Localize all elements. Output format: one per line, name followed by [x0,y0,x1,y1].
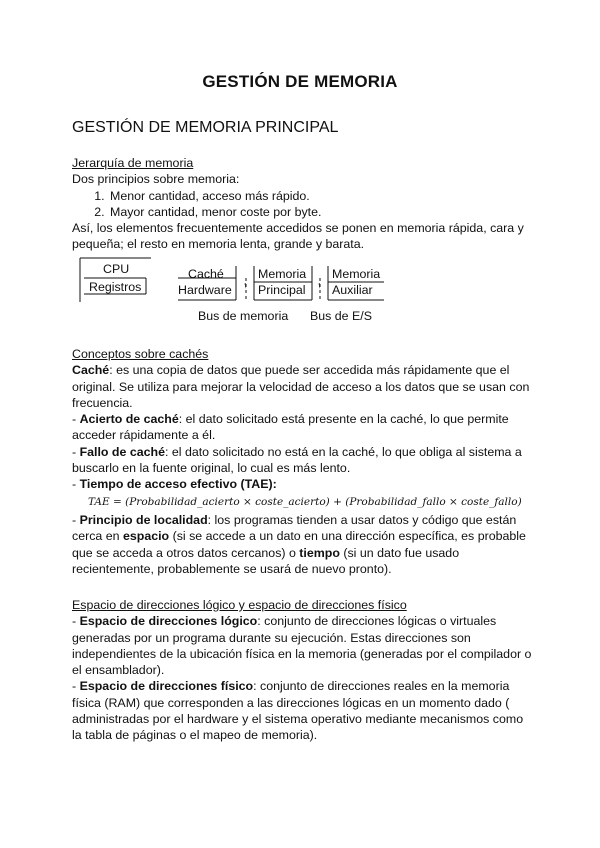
localidad-text-3: (si un dato fue usado recientemente, probablemente se usará de nuevo pronto). [72,545,460,576]
jerarquia-paragraph: Así, los elementos frecuentemente accedidos se ponen en memoria rápida, cara y pequeña; el resto en memoria lenta, grande y barata. [72,221,524,252]
bullet-dash: - [72,679,80,694]
acierto-def-text: : el dato solicitado está presente en la caché, lo que permite acceder rápidamente a él. [72,412,509,443]
cache-term: Caché [72,363,110,378]
cache-def-text: : es una copia de datos que puede ser accedida más rápidamente que el original. Se utiliza para mejorar la velocidad de acceso a los datos que se usan con frecuencia. [72,363,530,410]
cpu-label: CPU [103,262,130,276]
tae-term: Tiempo de acceso efectivo (TAE) [79,477,273,492]
page-title: GESTIÓN DE MEMORIA [202,72,398,91]
memoria-label: Memoria [258,267,307,281]
principles-list [72,188,532,221]
fallo-definition [72,444,532,477]
bus-memoria-label: Bus de memoria [198,309,289,323]
tae-definition [72,476,532,492]
list-item: 2. Mayor cantidad, menor coste por byte. [108,204,532,220]
fallo-def-text: : el dato solicitado no está en la caché, lo que obliga al sistema a buscarlo en la fuente original, lo cual es más lento. [72,444,522,476]
auxiliar-label: Auxiliar [332,283,373,297]
jerarquia-section [72,155,532,253]
caches-section [72,346,532,577]
logico-definition [72,613,532,678]
localidad-text-2: (si se accede a un dato en una dirección específica, es probable que se acceda a otros datos cercanos) o [72,529,526,560]
bus-arrow-1: ↑ [243,280,248,290]
localidad-term: Principio de localidad [79,512,208,527]
direcciones-section [72,597,532,744]
bullet-dash: - [72,412,80,427]
tiempo-term: tiempo [299,545,340,560]
fisico-term: Espacio de direcciones físico [79,679,254,694]
fisico-def-text: : conjunto de direcciones reales en la memoria física (RAM) que corresponden a las direcciones lógicas en un momento dado ( administradas por el hardware y el sistema operativo mediante mecanismos como la tabla de páginas o el mapeo de memoria). [72,679,524,743]
localidad-definition [72,512,532,577]
acierto-term: Acierto de caché [79,412,179,427]
jerarquia-intro: Dos principios sobre memoria: [72,172,240,187]
list-item: 1. Menor cantidad, acceso más rápido. [108,188,532,204]
cache-label: Caché [188,267,224,281]
cache-definition [72,362,532,411]
bus-arrow-2: ↑ [317,280,322,290]
bullet-dash: - [72,614,80,629]
acierto-definition [72,411,532,444]
bullet-dash: - [72,444,80,459]
tae-formula: TAE = (Probabilidad_acierto × coste_acierto) + (Probabilidad_fallo × coste_fallo) [88,495,522,508]
auxiliar-memoria-label: Memoria [332,267,381,281]
bullet-dash: - [72,477,80,492]
principal-label: Principal [258,283,306,297]
espacio-term: espacio [122,529,170,544]
fallo-term: Fallo de caché [79,444,165,459]
bullet-dash: - [72,512,80,527]
hardware-label: Hardware [178,283,232,297]
tae-colon: : [272,477,277,492]
registros-label: Registros [89,280,142,294]
caches-heading: Conceptos sobre cachés [72,347,209,361]
logico-def-text: : conjunto de direcciones lógicas o virtuales generadas por un programa durante su ejecución. Estas direcciones son independientes de la ubicación física en la memoria (generadas por el compilador o el ensamblador). [72,614,532,678]
localidad-text-1: : los programas tienden a usar datos y código que están cerca en [72,512,517,544]
fisico-definition [72,678,532,743]
direcciones-heading: Espacio de direcciones lógico y espacio de direcciones físico [72,598,407,612]
memory-hierarchy-diagram [78,256,398,326]
logico-term: Espacio de direcciones lógico [79,614,258,629]
bus-es-label: Bus de E/S [310,309,372,323]
jerarquia-heading: Jerarquía de memoria [72,156,194,170]
section-title: GESTIÓN DE MEMORIA PRINCIPAL [72,119,339,136]
